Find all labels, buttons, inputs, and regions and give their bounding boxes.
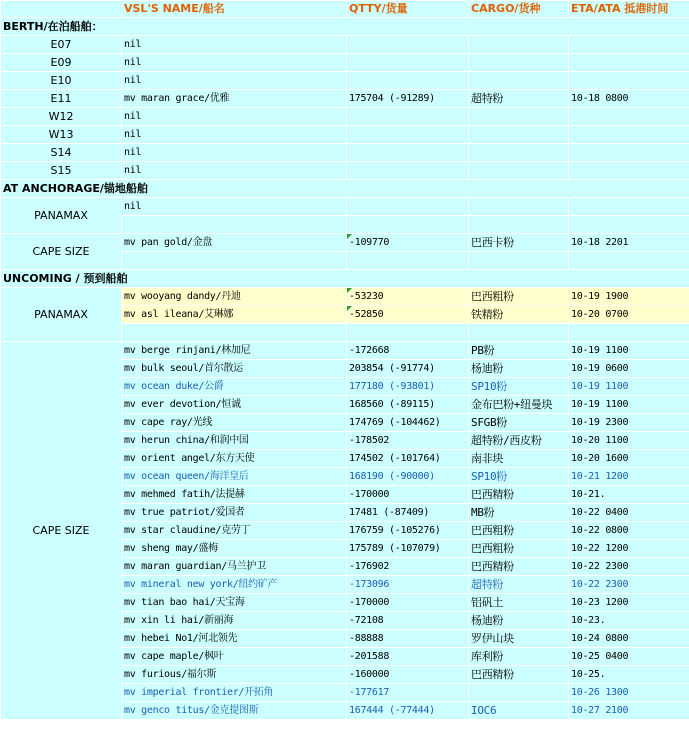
vessel-name-cell[interactable]: mv berge rinjani/林加尼 xyxy=(122,342,347,360)
vessel-name-cell[interactable]: nil xyxy=(122,36,347,54)
vessel-name-cell[interactable]: nil xyxy=(122,198,347,216)
vessel-name-cell[interactable]: mv true patriot/爱国者 xyxy=(122,504,347,522)
cargo-cell[interactable] xyxy=(469,216,569,234)
quantity-cell[interactable]: -172668 xyxy=(347,342,469,360)
anchorage-section xyxy=(1,180,689,198)
vessel-name-cell[interactable] xyxy=(122,216,347,234)
eta-cell[interactable]: 10-23. xyxy=(569,612,689,630)
cargo-cell[interactable]: SFGB粉 xyxy=(469,414,569,432)
cargo-cell[interactable]: 超特粉 xyxy=(469,90,569,108)
cargo-cell[interactable]: IOC6 xyxy=(469,702,569,720)
anchorage-panamax-label[interactable]: PANAMAX xyxy=(1,198,122,234)
vessel-name-cell[interactable]: mv bulk seoul/首尔散运 xyxy=(122,360,347,378)
table-row xyxy=(1,144,689,162)
eta-cell[interactable]: 10-18 2201 xyxy=(569,234,689,252)
eta-cell[interactable] xyxy=(569,324,689,342)
vessel-name-cell[interactable]: mv mineral new york/纽约矿产 xyxy=(122,576,347,594)
vessel-name-cell[interactable]: mv hebei No1/河北领先 xyxy=(122,630,347,648)
quantity-cell[interactable]: -109770 xyxy=(347,234,469,252)
vessel-name-cell[interactable]: nil xyxy=(122,144,347,162)
eta-cell[interactable]: 10-22 0800 xyxy=(569,522,689,540)
vessel-name-cell[interactable]: mv genco titus/金克提图斯 xyxy=(122,702,347,720)
header-cell-blank[interactable] xyxy=(1,1,122,18)
cargo-cell[interactable]: 铝矾土 xyxy=(469,594,569,612)
cargo-cell[interactable] xyxy=(469,324,569,342)
cargo-cell[interactable] xyxy=(469,108,569,126)
berth-code-cell[interactable]: E11 xyxy=(1,90,122,108)
eta-cell[interactable] xyxy=(569,54,689,72)
quantity-cell[interactable]: 167444 (-77444) xyxy=(347,702,469,720)
cargo-cell[interactable] xyxy=(469,198,569,216)
vessel-name-cell[interactable]: mv herun china/和润中国 xyxy=(122,432,347,450)
cargo-cell[interactable]: 库利粉 xyxy=(469,648,569,666)
vessel-name-cell[interactable]: mv xin li hai/新丽海 xyxy=(122,612,347,630)
eta-cell[interactable]: 10-19 2300 xyxy=(569,414,689,432)
eta-cell[interactable] xyxy=(569,36,689,54)
table-row xyxy=(1,162,689,180)
cargo-cell[interactable]: SP10粉 xyxy=(469,378,569,396)
quantity-cell[interactable] xyxy=(347,216,469,234)
table-row xyxy=(1,72,689,90)
header-cargo[interactable]: CARGO/货种 xyxy=(469,1,569,18)
cargo-cell[interactable] xyxy=(469,162,569,180)
quantity-cell[interactable]: -173096 xyxy=(347,576,469,594)
eta-cell[interactable]: 10-20 0700 xyxy=(569,306,689,324)
vessel-name-cell[interactable]: mv maran grace/优雅 xyxy=(122,90,347,108)
quantity-cell[interactable]: -53230 xyxy=(347,288,469,306)
table-row xyxy=(1,198,689,216)
vessel-name-cell[interactable]: nil xyxy=(122,54,347,72)
vessel-name-cell[interactable]: nil xyxy=(122,126,347,144)
eta-cell[interactable]: 10-27 2100 xyxy=(569,702,689,720)
eta-cell[interactable]: 10-26 1300 xyxy=(569,684,689,702)
vessel-name-cell[interactable]: mv pan gold/金盘 xyxy=(122,234,347,252)
table-row xyxy=(1,36,689,54)
quantity-cell[interactable]: -176902 xyxy=(347,558,469,576)
quantity-cell[interactable]: 17481 (-87409) xyxy=(347,504,469,522)
quantity-cell[interactable] xyxy=(347,162,469,180)
quantity-cell[interactable] xyxy=(347,252,469,270)
eta-cell[interactable]: 10-25 0400 xyxy=(569,648,689,666)
quantity-cell[interactable]: -201588 xyxy=(347,648,469,666)
berth-code-cell[interactable]: E09 xyxy=(1,54,122,72)
berth-code-cell[interactable]: S15 xyxy=(1,162,122,180)
cargo-cell[interactable]: 巴西精粉 xyxy=(469,558,569,576)
quantity-cell[interactable] xyxy=(347,126,469,144)
upcoming-section xyxy=(1,270,689,288)
table-row xyxy=(1,54,689,72)
upcoming-section-title[interactable]: UNCOMING / 预到船舶 xyxy=(1,270,689,288)
berth-code-cell[interactable]: W12 xyxy=(1,108,122,126)
quantity-cell[interactable]: -88888 xyxy=(347,630,469,648)
cargo-cell[interactable] xyxy=(469,252,569,270)
vessel-name-cell[interactable]: nil xyxy=(122,108,347,126)
eta-cell[interactable]: 10-19 1100 xyxy=(569,378,689,396)
header-eta[interactable]: ETA/ATA 抵港时间 xyxy=(569,1,689,18)
quantity-cell[interactable]: -72108 xyxy=(347,612,469,630)
quantity-cell[interactable] xyxy=(347,324,469,342)
vessel-name-cell[interactable]: mv cape ray/光线 xyxy=(122,414,347,432)
eta-cell[interactable] xyxy=(569,198,689,216)
cargo-cell[interactable] xyxy=(469,144,569,162)
eta-cell[interactable]: 10-23 1200 xyxy=(569,594,689,612)
table-row xyxy=(1,234,689,252)
upcoming-panamax-label[interactable]: PANAMAX xyxy=(1,288,122,342)
vessel-name-cell[interactable]: nil xyxy=(122,72,347,90)
table-row xyxy=(1,126,689,144)
cargo-cell[interactable]: 杨迪粉 xyxy=(469,360,569,378)
vessel-name-cell[interactable]: mv wooyang dandy/丹迪 xyxy=(122,288,347,306)
eta-cell[interactable]: 10-21 1200 xyxy=(569,468,689,486)
header-vessel-name[interactable]: VSL'S NAME/船名 xyxy=(122,1,347,18)
quantity-cell[interactable] xyxy=(347,72,469,90)
vessel-name-cell[interactable]: mv asl ileana/艾琳娜 xyxy=(122,306,347,324)
eta-cell[interactable]: 10-25. xyxy=(569,666,689,684)
vessel-name-cell[interactable]: mv star claudine/克劳丁 xyxy=(122,522,347,540)
header-row xyxy=(1,1,689,18)
cargo-cell[interactable]: SP10粉 xyxy=(469,468,569,486)
eta-cell[interactable] xyxy=(569,162,689,180)
quantity-cell[interactable]: -52850 xyxy=(347,306,469,324)
quantity-cell[interactable]: 168560 (-89115) xyxy=(347,396,469,414)
cargo-cell[interactable] xyxy=(469,36,569,54)
vessel-name-cell[interactable] xyxy=(122,324,347,342)
cargo-cell[interactable] xyxy=(469,54,569,72)
anchorage-cape-size-label[interactable]: CAPE SIZE xyxy=(1,234,122,270)
upcoming-cape-size-label[interactable]: CAPE SIZE xyxy=(1,342,122,720)
vessel-name-cell[interactable]: mv ever devotion/恒诚 xyxy=(122,396,347,414)
vessel-name-cell[interactable]: mv imperial frontier/开拓角 xyxy=(122,684,347,702)
cargo-cell[interactable]: 巴西粗粉 xyxy=(469,522,569,540)
quantity-cell[interactable] xyxy=(347,36,469,54)
cargo-cell[interactable]: 南非块 xyxy=(469,450,569,468)
cargo-cell[interactable] xyxy=(469,126,569,144)
quantity-cell[interactable]: 175789 (-107079) xyxy=(347,540,469,558)
vessel-name-cell[interactable]: mv furious/福尔斯 xyxy=(122,666,347,684)
eta-cell[interactable] xyxy=(569,216,689,234)
cargo-cell[interactable] xyxy=(469,684,569,702)
eta-cell[interactable]: 10-20 1600 xyxy=(569,450,689,468)
quantity-cell[interactable]: 174502 (-101764) xyxy=(347,450,469,468)
vessel-name-cell[interactable]: mv cape maple/枫叶 xyxy=(122,648,347,666)
eta-cell[interactable]: 10-22 1200 xyxy=(569,540,689,558)
cargo-cell[interactable]: PB粉 xyxy=(469,342,569,360)
quantity-cell[interactable]: -160000 xyxy=(347,666,469,684)
vessel-name-cell[interactable]: mv ocean duke/公爵 xyxy=(122,378,347,396)
cargo-cell[interactable]: 铁精粉 xyxy=(469,306,569,324)
berth-code-cell[interactable]: S14 xyxy=(1,144,122,162)
cargo-cell[interactable]: 罗伊山块 xyxy=(469,630,569,648)
eta-cell[interactable] xyxy=(569,108,689,126)
eta-cell[interactable]: 10-19 0600 xyxy=(569,360,689,378)
vessel-name-cell[interactable]: nil xyxy=(122,162,347,180)
quantity-cell[interactable]: 176759 (-105276) xyxy=(347,522,469,540)
quantity-cell[interactable]: -178502 xyxy=(347,432,469,450)
berth-section xyxy=(1,18,689,36)
eta-cell[interactable] xyxy=(569,144,689,162)
quantity-cell[interactable] xyxy=(347,144,469,162)
cargo-cell[interactable]: MB粉 xyxy=(469,504,569,522)
quantity-cell[interactable]: 168190 (-90000) xyxy=(347,468,469,486)
table-row xyxy=(1,342,689,360)
vessel-name-cell[interactable]: mv sheng may/盛梅 xyxy=(122,540,347,558)
cargo-cell[interactable]: 巴西粗粉 xyxy=(469,288,569,306)
quantity-cell[interactable] xyxy=(347,198,469,216)
eta-cell[interactable]: 10-21. xyxy=(569,486,689,504)
eta-cell[interactable] xyxy=(569,252,689,270)
quantity-cell[interactable]: -170000 xyxy=(347,594,469,612)
table-row xyxy=(1,90,689,108)
cargo-cell[interactable]: 超特粉/西皮粉 xyxy=(469,432,569,450)
eta-cell[interactable]: 10-19 1900 xyxy=(569,288,689,306)
eta-cell[interactable] xyxy=(569,126,689,144)
quantity-cell[interactable]: 177180 (-93801) xyxy=(347,378,469,396)
vessel-name-cell[interactable]: mv mehmed fatih/法提赫 xyxy=(122,486,347,504)
cargo-cell[interactable]: 巴西精粉 xyxy=(469,486,569,504)
eta-cell[interactable]: 10-19 1100 xyxy=(569,396,689,414)
header-quantity[interactable]: QTTY/货量 xyxy=(347,1,469,18)
eta-cell[interactable]: 10-18 0800 xyxy=(569,90,689,108)
vessel-name-cell[interactable]: mv maran guardian/马兰护卫 xyxy=(122,558,347,576)
berth-code-cell[interactable]: E10 xyxy=(1,72,122,90)
eta-cell[interactable] xyxy=(569,72,689,90)
vessel-name-cell[interactable]: mv tian bao hai/天宝海 xyxy=(122,594,347,612)
eta-cell[interactable]: 10-19 1100 xyxy=(569,342,689,360)
quantity-cell[interactable]: 174769 (-104462) xyxy=(347,414,469,432)
quantity-cell[interactable]: -170000 xyxy=(347,486,469,504)
cargo-cell[interactable]: 巴西精粉 xyxy=(469,666,569,684)
berth-code-cell[interactable]: W13 xyxy=(1,126,122,144)
berth-section-title[interactable]: BERTH/在泊船舶： xyxy=(1,18,689,36)
cargo-cell[interactable]: 杨迪粉 xyxy=(469,612,569,630)
berth-code-cell[interactable]: E07 xyxy=(1,36,122,54)
vessel-name-cell[interactable]: mv orient angel/东方天使 xyxy=(122,450,347,468)
eta-cell[interactable]: 10-24 0800 xyxy=(569,630,689,648)
quantity-cell[interactable] xyxy=(347,108,469,126)
vessel-name-cell[interactable]: mv ocean queen/海洋皇后 xyxy=(122,468,347,486)
quantity-cell[interactable] xyxy=(347,54,469,72)
vessel-name-cell[interactable] xyxy=(122,252,347,270)
eta-cell[interactable]: 10-22 0400 xyxy=(569,504,689,522)
cargo-cell[interactable]: 超特粉 xyxy=(469,576,569,594)
table-row xyxy=(1,108,689,126)
quantity-cell[interactable]: 203854 (-91774) xyxy=(347,360,469,378)
cargo-cell[interactable] xyxy=(469,72,569,90)
quantity-cell[interactable]: -177617 xyxy=(347,684,469,702)
table-row xyxy=(1,288,689,306)
anchorage-section-title[interactable]: AT ANCHORAGE/锚地船舶 xyxy=(1,180,689,198)
cargo-cell[interactable]: 金布巴粉+纽曼块 xyxy=(469,396,569,414)
eta-cell[interactable]: 10-22 2300 xyxy=(569,576,689,594)
cargo-cell[interactable]: 巴西卡粉 xyxy=(469,234,569,252)
eta-cell[interactable]: 10-22 2300 xyxy=(569,558,689,576)
quantity-cell[interactable]: 175704 (-91289) xyxy=(347,90,469,108)
eta-cell[interactable]: 10-20 1100 xyxy=(569,432,689,450)
cargo-cell[interactable]: 巴西粗粉 xyxy=(469,540,569,558)
